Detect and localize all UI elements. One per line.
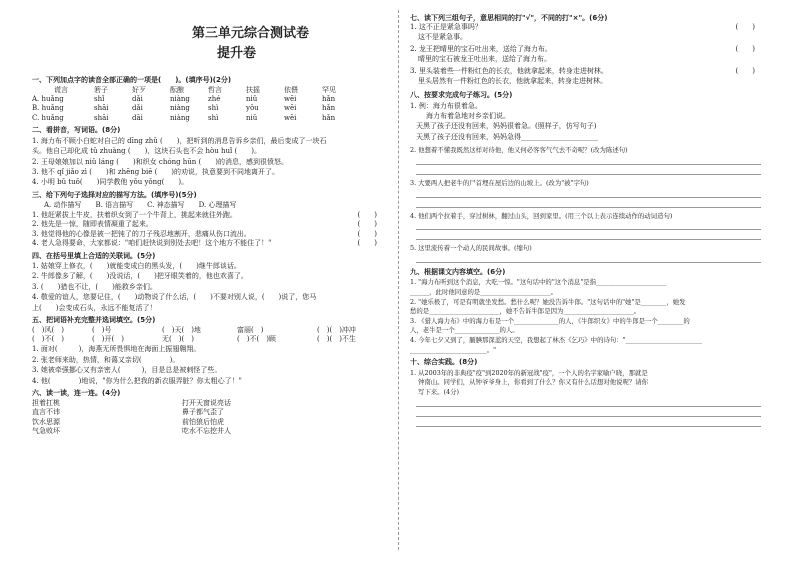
s1-cell: hǎn	[322, 104, 336, 113]
s1-word: 谎言	[54, 85, 68, 94]
answer-line[interactable]	[416, 253, 761, 263]
answer-paren[interactable]: ( )	[357, 210, 377, 219]
s9-line: 愁的是______________________，她不告诉牛郎是因为______________________。	[410, 307, 641, 316]
s9-line: 4. 今年七夕又到了，腼腆那深蓝的天空，我想起了林杰《乞巧》中的诗句："________________________	[410, 336, 703, 345]
s5-phrase: ( )开( )	[92, 335, 124, 344]
section-2-heading: 二、看拼音，写词语。(8分)	[32, 126, 121, 135]
s7-item	[418, 33, 765, 42]
s1-option-a	[32, 95, 387, 104]
answer-line[interactable]	[416, 165, 761, 175]
s9-line: ______，此时他同意的是______________________。	[410, 287, 557, 296]
right-column	[410, 0, 765, 427]
s3-item	[32, 230, 387, 239]
s1-cell: dǎi	[132, 94, 143, 103]
answer-paren[interactable]: ( )	[735, 23, 755, 32]
s8-question: 2. 他想着不懂我既然这样对待他，他又何必客客气气去不奇呢？(改为陈述句)	[410, 146, 628, 155]
answer-line[interactable]	[416, 397, 761, 407]
s2-line: 1. 海力布不顾小白蛇对自己的 dīng zhǔ ( )，把听到的消息告诉乡亲们，最后变成了一块石	[32, 136, 327, 145]
s5-line: 2. 张老师来助，热情，和蔼又亲切( )。	[32, 355, 180, 364]
s7-item	[410, 45, 765, 54]
s1-cell: yǒu	[246, 104, 259, 113]
s5-phrase: ( )不( )	[32, 335, 64, 344]
s1-cell: shāi	[94, 104, 109, 113]
section-4-heading: 四、在括号里填上合适的关联词。(5分)	[32, 251, 156, 260]
s6-right-item[interactable]: 打开天窗说亮话	[182, 398, 231, 407]
answer-paren[interactable]: ( )	[735, 45, 755, 54]
s9-line: 3. 《猎人海力布》中的海力布是一个______________的人，《牛郎织女》中的牛郎是一个________的	[410, 316, 690, 325]
s1-word: 哲言	[208, 85, 222, 94]
s10-line: 1. 从2003年的非典疫"疫"到2020年的新冠战"疫"，一个人的名字家喻户晓，那就是	[410, 368, 648, 377]
exam-subtitle: 提升卷	[217, 45, 257, 61]
s1-cell: wěi	[284, 113, 297, 122]
left-column	[32, 0, 387, 436]
s1-cell: hǎn	[322, 94, 336, 103]
s7-item	[418, 55, 765, 64]
s6-match	[32, 399, 387, 437]
answer-line[interactable]	[416, 198, 761, 208]
s1-cell: wēi	[284, 104, 297, 113]
s4-line: 1. 姑娘穿上修衣，( )就能变成白的黑头发，( )继牛郎谈话。	[32, 261, 241, 270]
s9-line: 人，老牛是一个______________的人。	[410, 326, 519, 335]
s5-row-1	[32, 326, 387, 335]
s1-option-c	[32, 114, 387, 123]
s1-cell: C. huǎng	[32, 113, 64, 122]
section-3-heading: 三、给下列句子选择对应的描写方法。(填序号)(5分)	[32, 190, 197, 199]
s7-text: 这不是紧急事。	[418, 32, 467, 41]
s1-cell: dāi	[132, 113, 143, 122]
s3-item	[32, 220, 387, 229]
s6-right-item[interactable]: 前怕狼后怕虎	[182, 417, 224, 426]
s5-phrase: ( )( )冲冲	[317, 325, 356, 334]
s7-text: 晴里的宝石被龙王吐出来，送给了海力布。	[418, 54, 551, 63]
s8-example: 天黑了孩子还没有回来，妈妈很着急。(照样子，仿写句子)	[416, 122, 597, 131]
s10-line: 钟南山。同学们，从钟爷爷身上，你看到了什么？你又有什么话想对他说呢？请你	[418, 378, 649, 387]
answer-paren[interactable]: ( )	[357, 239, 377, 248]
answer-line[interactable]	[416, 188, 761, 198]
s6-left-item[interactable]: 担着扛桃	[32, 398, 60, 407]
s5-phrase: ( )( )不生	[317, 335, 356, 344]
section-8-heading: 八、按要求完成句子练习。(5分)	[410, 91, 513, 100]
s7-text: 2. 龙王把晴里的宝石吐出来，送给了海力布。	[410, 45, 552, 54]
s1-word: 依偎	[284, 85, 298, 94]
s4-line: 上( )会变成石头，永远不能复活了！	[32, 303, 157, 312]
answer-line[interactable]	[416, 155, 761, 165]
s4-line: 3. ( )猎也不让，( )能救乡亲们。	[32, 282, 157, 291]
answer-paren[interactable]: ( )	[357, 229, 377, 238]
s5-line: 1. 面对( )，海燕无所畏惧地在海面上振翅翱翔。	[32, 345, 201, 354]
s7-item	[410, 23, 765, 32]
s1-cell: niàng	[170, 113, 190, 122]
s1-word: 罕见	[322, 85, 336, 94]
s1-word: 箬子	[94, 85, 108, 94]
s3-text: 2. 他先是一惊，随即表情凝重了起来。	[32, 220, 153, 229]
s6-right-list	[182, 399, 332, 437]
s10-line: 写下来。(4分)	[418, 388, 460, 397]
s8-example: 海力布着急地对乡亲们说。	[426, 111, 510, 120]
answer-paren[interactable]: ( )	[357, 220, 377, 229]
s5-phrase: ( )天( )地	[162, 325, 201, 334]
s5-phrase: ( )号	[92, 325, 112, 334]
section-1-heading: 一、下列加点字的读音全部正确的一项是( )。(填序号)(2分)	[32, 76, 232, 85]
s5-row-2	[32, 335, 387, 344]
s6-left-item[interactable]: 直言不讳	[32, 408, 60, 417]
s1-cell: shǐ	[94, 94, 105, 103]
s6-left-list	[32, 399, 182, 437]
s6-left-item[interactable]: 气急败坏	[32, 426, 60, 435]
answer-line[interactable]	[416, 417, 761, 427]
s5-phrase: 富丽( )	[237, 325, 264, 334]
s8-question: 4. 他们两个拉着手，穿过树林，翻过山头，回到家里。(用三个以上表示连续动作的动词造句)	[410, 211, 673, 220]
s7-item	[418, 77, 765, 86]
s8-question: 5. 这里流传着一个动人的民间故事。(缩句)	[410, 244, 532, 253]
s9-line: ________________________。"	[410, 345, 497, 354]
exam-title: 第三单元综合测试卷	[192, 26, 310, 41]
s1-cell: niǔ	[246, 94, 258, 103]
section-5-heading: 五、把词语补充完整并选词填空。(5分)	[32, 316, 156, 325]
s6-left-item[interactable]: 饮水思源	[32, 417, 60, 426]
s1-cell: wēi	[284, 94, 297, 103]
column-divider	[398, 10, 399, 550]
s1-cell: hǎn	[322, 113, 336, 122]
s6-right-item[interactable]: 吃水不忘挖井人	[182, 426, 231, 435]
s1-cell: A. huǎng	[32, 94, 64, 103]
answer-paren[interactable]: ( )	[735, 67, 755, 76]
s5-phrase: 无( )( )	[162, 335, 194, 344]
s2-line: 2. 王母娘娘加以 niǔ láng ( )和织女 chóng hūn ( )的消息，感到很愤怒。	[32, 157, 288, 166]
s1-cell: niǔ	[246, 113, 258, 122]
s2-line: 4. 小明 bǔ tuǒ( )同学教他 yǒu yǒng( )。	[32, 178, 189, 187]
s4-line: 2. 牛郎像多了解，( )没说话，( )把牙眼笑着的，他也欢喜了。	[32, 272, 248, 281]
section-9-heading: 九、根据课文内容填空。(6分)	[410, 267, 506, 276]
s5-line: 3. 她被牵强挪心又有亲密人( )，目是总是被刺怪了些。	[32, 366, 222, 375]
s8-example: 1. 例：海力布很着急。	[410, 101, 482, 110]
s1-cell: niàng	[170, 104, 190, 113]
s6-right-item[interactable]: 鼻子都气歪了	[182, 408, 224, 417]
s5-phrase: ( )风( )	[32, 325, 64, 334]
s1-option-b	[32, 104, 387, 113]
s8-example: 天黑了孩子还没有回来，妈妈急得______________________	[416, 132, 598, 141]
s7-item	[410, 67, 765, 76]
s4-line: 4. 敬爱的谊人，您要记住，( )动物说了什么话，( )不要对别人说，( )说了，您马	[32, 293, 317, 302]
section-10-heading: 十、综合实践。(8分)	[410, 358, 478, 367]
s1-cell: shì	[208, 113, 219, 122]
s1-word: 好歹	[132, 85, 146, 94]
s3-text: 1. 他赶紧拔上牛皮，扶着织女到了一个牛背上，挑起来就往外跑。	[32, 210, 237, 219]
s1-cell: zhé	[208, 94, 221, 103]
s3-item	[32, 239, 387, 248]
s5-phrase: ( )不( )顾	[237, 335, 276, 344]
s9-line: 1. "海力布听到这个消息，大吃一惊。"这句话中的"这个消息"是指______________________	[410, 278, 667, 287]
answer-line[interactable]	[416, 407, 761, 417]
s1-words	[54, 86, 387, 95]
s8-question: 3. 大要两人把老牛的尸首埋在屋后边的山坡上。(改为"被"字句)	[410, 178, 589, 187]
s3-text: 4. 老人急得要命，大家都说："咱们赶快说到别处去吧！这个地方不能住了！"	[32, 239, 272, 248]
s3-item	[32, 211, 387, 220]
answer-line[interactable]	[416, 230, 761, 240]
s2-line: 3. 他不 qǐ jiǎo zì ( )和 zhēng biē ( )的劝说，执意要到不同地离开了。	[32, 168, 280, 177]
s9-line: 2. "她乐极了，可是有明就坐发愁。愁什么呢？她没告诉牛郎。"这句话中的"她"是________，她发	[410, 297, 686, 306]
section-6-heading: 六、读一读，连一连。(4分)	[32, 389, 121, 398]
s1-cell: shāi	[94, 113, 109, 122]
s7-text: 3. 里头装着些一件粉红色的长衣，他就拿起来，转身走进树林。	[410, 67, 608, 76]
s7-text: 1. 这不正是紧急事吗？	[410, 23, 482, 32]
s1-cell: shì	[208, 104, 219, 113]
s2-line: 头。他自己却化成 tǔ zhuàng ( )，这块石头也不会 hòu huǐ ( )。	[32, 147, 261, 156]
s1-word: 扶摇	[246, 85, 260, 94]
s1-cell: niàng	[170, 94, 190, 103]
s1-cell: dǎi	[132, 104, 143, 113]
s3-text: 3. 他觉得他的心像是被一把钝了的刀子残忍地割开，悲痛从伤口流出。	[32, 229, 251, 238]
s7-text: 里头居然有一件粉红色的长衣，他就拿起来，转身走进树林。	[418, 76, 607, 85]
s5-line: 4. 他( )地说，"你为什么把我的新衣服弄脏？你太粗心了！"	[32, 376, 242, 385]
s3-options: A. 动作描写 B. 语言描写 C. 神态描写 D. 心理描写	[44, 201, 237, 210]
section-7-heading: 七、读下列三组句子，意思相同的打"√"，不同的打"×"。(6分)	[410, 14, 608, 22]
s1-word: 酝酿	[170, 85, 184, 94]
s1-cell: B. huǎng	[32, 104, 64, 113]
answer-line[interactable]	[416, 220, 761, 230]
